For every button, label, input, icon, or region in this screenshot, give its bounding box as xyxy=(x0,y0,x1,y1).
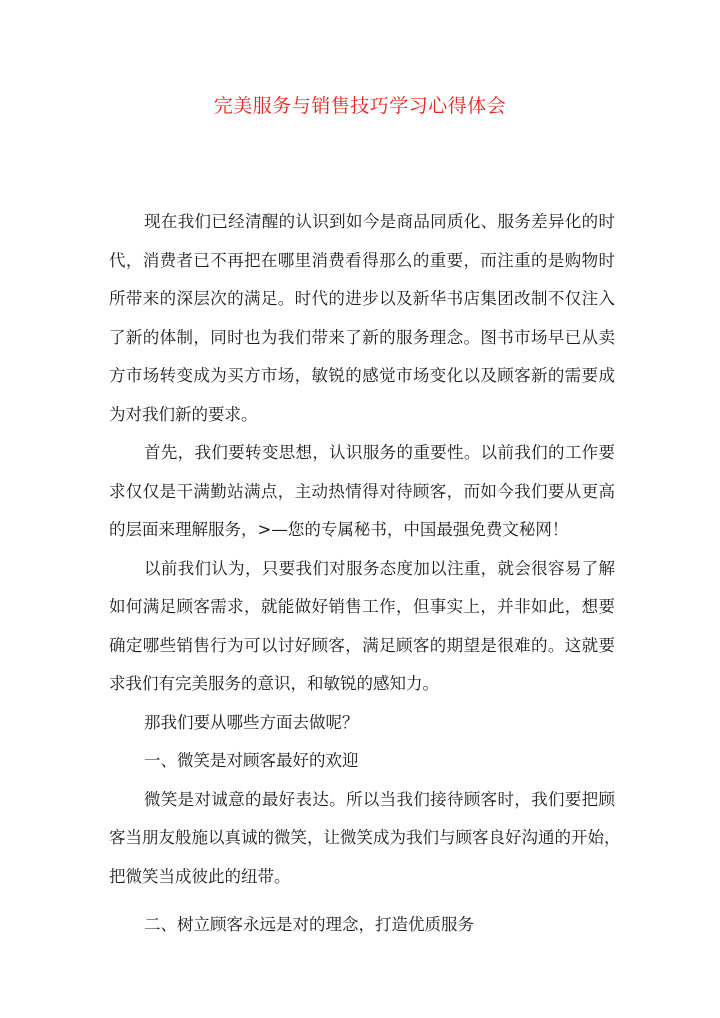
paragraph-line: 现在我们已经清醒的认识到如今是商品同质化、服务差异化的时 xyxy=(144,212,615,231)
paragraph-line: 方市场转变成为买方市场，敏锐的感觉市场变化以及顾客新的需要成 xyxy=(109,366,615,385)
paragraph-line: 客当朋友般施以真诚的微笑，让微笑成为我们与顾客良好沟通的开始， xyxy=(109,828,621,847)
paragraph-line: 求仅仅是干满勤站满点，主动热情得对待顾客，而如今我们要从更高 xyxy=(109,481,615,501)
paragraph-line: 以前我们认为，只要我们对服务态度加以注重，就会很容易了解 xyxy=(144,558,615,578)
section-heading: 一、微笑是对顾客最好的欢迎 xyxy=(144,751,359,770)
paragraph-line: 如何满足顾客需求，就能做好销售工作，但事实上，并非如此，想要 xyxy=(109,597,615,616)
section-heading: 二、树立顾客永远是对的理念，打造优质服务 xyxy=(144,915,474,934)
document-body xyxy=(109,203,621,945)
paragraph-line: 微笑是对诚意的最好表达。所以当我们接待顾客时，我们要把顾 xyxy=(144,789,615,809)
paragraph-line: 了新的体制，同时也为我们带来了新的服务理念。图书市场早已从卖 xyxy=(109,327,615,347)
paragraph-line: 首先，我们要转变思想，认识服务的重要性。以前我们的工作要 xyxy=(144,443,615,462)
paragraph-line: 那我们要从哪些方面去做呢？ xyxy=(144,712,359,732)
paragraph-line: 代，消费者已不再把在哪里消费看得那么的重要，而注重的是购物时 xyxy=(109,250,615,270)
spacer xyxy=(109,896,615,906)
paragraph-line: 的层面来理解服务，>—您的专属秘书，中国最强免费文秘网！ xyxy=(109,520,569,539)
paragraph-line: 所带来的深层次的满足。时代的进步以及新华书店集团改制不仅注入 xyxy=(109,289,615,308)
paragraph-line: 把微笑当成彼此的纽带。 xyxy=(109,866,291,886)
paragraph-line: 确定哪些销售行为可以讨好顾客，满足顾客的期望是很难的。这就要 xyxy=(109,635,615,655)
document-title: 完美服务与销售技巧学习心得体会 xyxy=(213,95,507,117)
paragraph-line: 为对我们新的要求。 xyxy=(109,404,258,424)
paragraph-line: 求我们有完美服务的意识，和敏锐的感知力。 xyxy=(109,674,439,693)
